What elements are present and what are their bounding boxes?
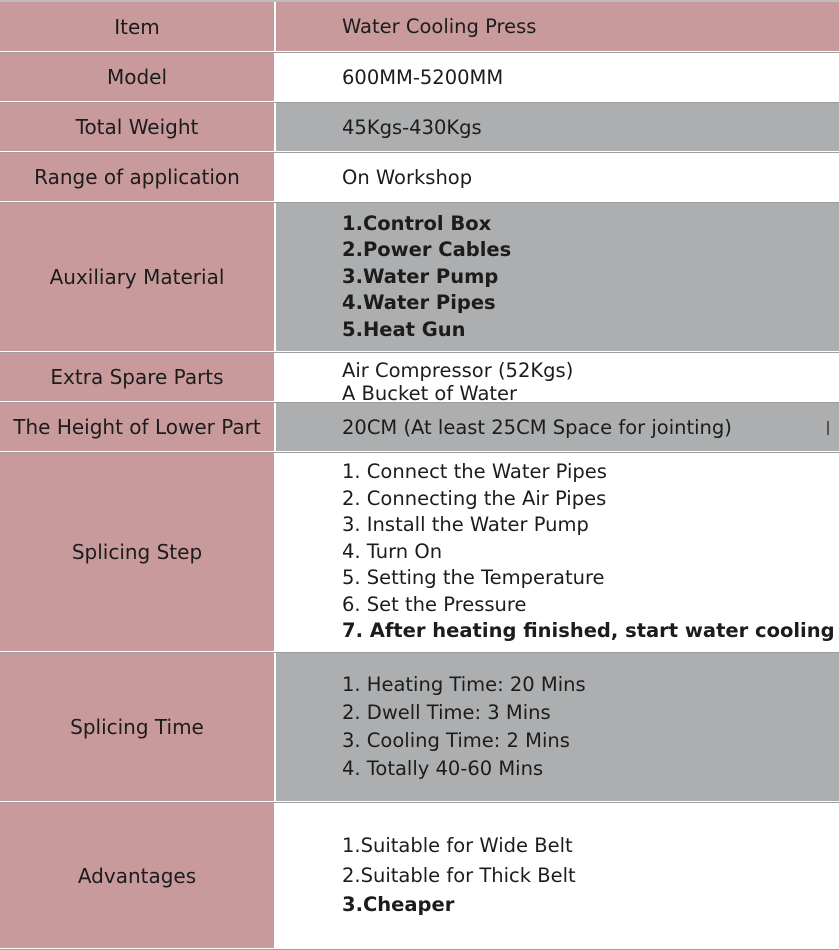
value-line: 20CM (At least 25CM Space for jointing) [342, 415, 732, 439]
value-line: 1. Connect the Water Pipes [342, 460, 607, 484]
row-label: Auxiliary Material [0, 203, 276, 351]
edge-marker [827, 421, 829, 435]
value-line: Water Cooling Press [342, 15, 537, 38]
row-label: Range of application [0, 153, 276, 201]
table-row [0, 353, 839, 403]
row-label: Extra Spare Parts [0, 353, 276, 401]
table-row [0, 53, 839, 103]
table-row [0, 2, 839, 53]
value-line: 3. Install the Water Pump [342, 513, 589, 537]
value-line: 7. After heating finished, start water cooling [342, 619, 835, 643]
value-line: 6. Set the Pressure [342, 592, 527, 616]
row-value [276, 403, 839, 451]
row-label: Splicing Step [0, 453, 276, 651]
table-row [0, 453, 839, 653]
row-value [276, 803, 839, 948]
value-line: 1.Control Box [342, 211, 492, 235]
table-row [0, 803, 839, 948]
table-row [0, 103, 839, 153]
row-label: Splicing Time [0, 653, 276, 801]
value-line: 1.Suitable for Wide Belt [342, 834, 573, 858]
row-value [276, 203, 839, 351]
row-label: Total Weight [0, 103, 276, 151]
row-value [276, 103, 839, 151]
value-line: 4. Totally 40-60 Mins [342, 757, 544, 780]
value-line: 600MM-5200MM [342, 65, 504, 89]
row-value [276, 153, 839, 201]
value-line: On Workshop [342, 165, 473, 189]
value-line: 2. Connecting the Air Pipes [342, 486, 607, 510]
row-label: Item [0, 2, 276, 51]
row-value [276, 2, 839, 51]
value-line: 45Kgs-430Kgs [342, 115, 482, 139]
value-line: 2. Dwell Time: 3 Mins [342, 701, 551, 724]
table-row [0, 203, 839, 353]
value-line: 4. Turn On [342, 539, 443, 563]
row-value [276, 653, 839, 801]
value-line: 3. Cooling Time: 2 Mins [342, 729, 570, 752]
row-value [276, 453, 839, 651]
value-line: A Bucket of Water [342, 382, 518, 401]
value-line: 5.Heat Gun [342, 317, 466, 341]
value-line: 4.Water Pipes [342, 291, 496, 315]
table-row [0, 153, 839, 203]
value-line: 2.Suitable for Thick Belt [342, 863, 576, 887]
table-row [0, 653, 839, 803]
row-value [276, 53, 839, 101]
value-line: 1. Heating Time: 20 Mins [342, 673, 586, 696]
value-line: Air Compressor (52Kgs) [342, 359, 574, 382]
row-label: Advantages [0, 803, 276, 948]
row-label: The Height of Lower Part [0, 403, 276, 451]
table-row [0, 403, 839, 453]
value-line: 5. Setting the Temperature [342, 566, 605, 590]
value-line: 3.Water Pump [342, 264, 499, 288]
row-label: Model [0, 53, 276, 101]
row-value [276, 353, 839, 401]
value-line: 2.Power Cables [342, 238, 512, 262]
value-line: 3.Cheaper [342, 893, 455, 917]
